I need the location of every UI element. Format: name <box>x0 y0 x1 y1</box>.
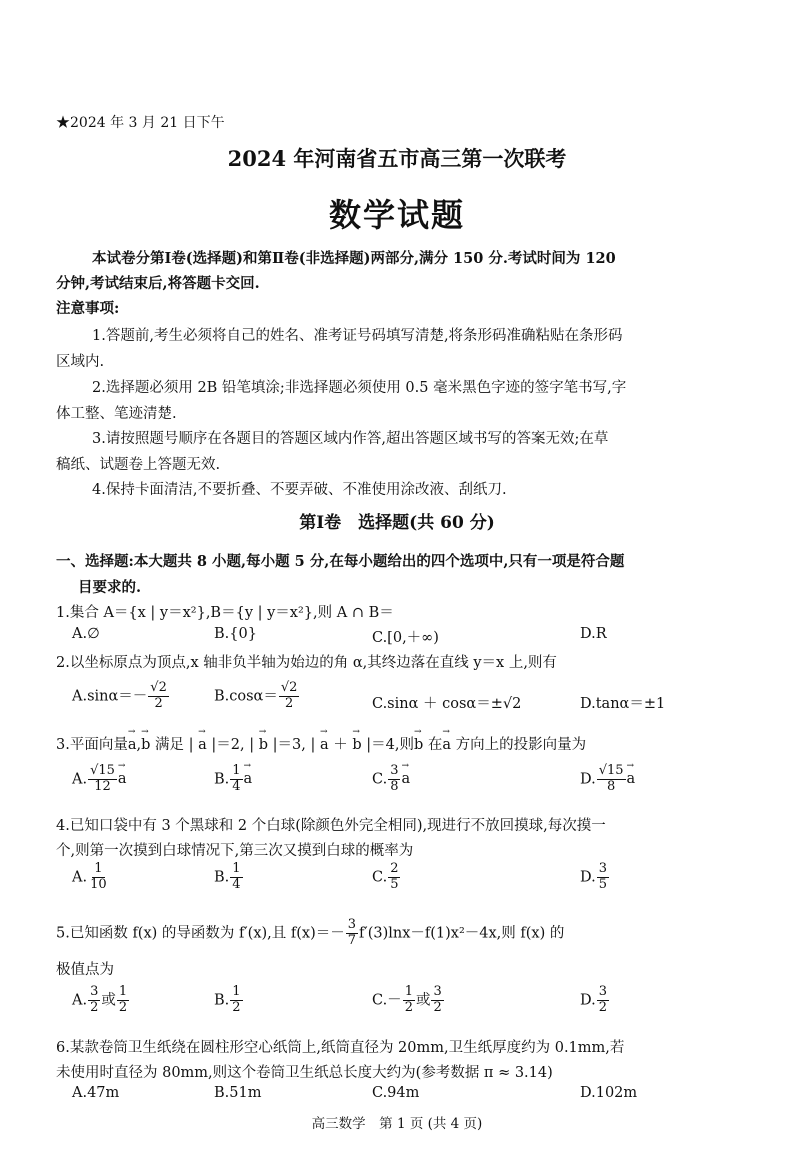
q4-option-c: C. $\frac{2}{5}$ <box>372 861 399 892</box>
q3-option-d: D. $\frac{√15}{8}$ → a <box>580 764 635 795</box>
q2-option-d: D.tanα＝±1 <box>580 696 666 712</box>
q3-option-c: C. $\frac{3}{8}$ → a <box>372 764 410 795</box>
note-3-cont: 稿纸、试题卷上答题无效. <box>56 457 221 473</box>
note-2: 2.选择题必须用 2B 铅笔填涂;非选择题必须使用 0.5 毫米黑色字迹的签字笔书写,字 <box>92 380 627 396</box>
question-6-stem-cont: 未使用时直径为 80mm,则这个卷筒卫生纸总长度大约为(参考数据 π ≈ 3.14) <box>56 1065 553 1081</box>
intro-line-1: 本试卷分第Ⅰ卷(选择题)和第Ⅱ卷(非选择题)两部分,满分 150 分.考试时间为 120 <box>92 250 616 267</box>
intro-line-2: 分钟,考试结束后,将答题卡交回. <box>56 275 260 292</box>
note-3: 3.请按照题号顺序在各题目的答题区域内作答,超出答题区域书写的答案无效;在草 <box>92 431 609 447</box>
exam-title: 2024 年河南省五市高三第一次联考 <box>227 146 567 171</box>
q1-option-b: B.{0} <box>214 626 257 642</box>
question-5-stem: 5.已知函数 f(x) 的导函数为 f′(x),且 f(x)＝－ $\frac{3}{7}$ f′(3)lnx－f(1)x²－4x,则 f(x) 的 <box>56 917 565 948</box>
q6-option-b: B.51m <box>214 1085 262 1101</box>
q1-option-c: C.[0,＋∞) <box>372 630 439 646</box>
question-5-stem-cont: 极值点为 <box>56 962 114 978</box>
section-instruction-cont: 目要求的. <box>78 579 142 596</box>
subject-title: 数学试题 <box>328 196 465 234</box>
q1-option-a: A.∅ <box>72 626 100 642</box>
q5-option-b: B. $\frac{1}{2}$ <box>214 984 241 1015</box>
q2-option-c: C.sinα ＋ cosα＝±√2 <box>372 696 522 712</box>
q2-option-b: B.cosα＝ $\frac{√2}{2}$ <box>214 680 298 711</box>
question-1-stem: 1.集合 A＝{x | y＝x²},B＝{y | y＝x²},则 A ∩ B＝ <box>56 605 394 621</box>
note-2-cont: 体工整、笔迹清楚. <box>56 406 177 422</box>
exam-date: ★2024 年 3 月 21 日下午 <box>56 115 225 131</box>
question-3-stem: 3.平面向量→ a,→ b 满足 | → a |＝2, | → b |＝3, | → a ＋ → b |＝4,则→ b 在→ a 方向上的投影向量为 <box>56 733 586 754</box>
section-instruction: 一、选择题:本大题共 8 小题,每小题 5 分,在每小题给出的四个选项中,只有一项是符合题 <box>56 553 625 570</box>
q2-option-a: A.sinα＝－ $\frac{√2}{2}$ <box>72 680 167 711</box>
q6-option-c: C.94m <box>372 1085 420 1101</box>
q6-option-d: D.102m <box>580 1085 638 1101</box>
question-6-stem: 6.某款卷筒卫生纸绕在圆柱形空心纸筒上,纸筒直径为 20mm,卫生纸厚度约为 0.1mm,若 <box>56 1040 625 1056</box>
q5-option-c: C.－ $\frac{1}{2}$ 或 $\frac{3}{2}$ <box>372 984 442 1015</box>
question-4-stem: 4.已知口袋中有 3 个黑球和 2 个白球(除颜色外完全相同),现进行不放回摸球,每次摸一 <box>56 818 606 834</box>
page-footer: 高三数学 第 1 页 (共 4 页) <box>311 1116 483 1132</box>
section-title: 第Ⅰ卷 选择题(共 60 分) <box>299 513 495 533</box>
note-1: 1.答题前,考生必须将自己的姓名、准考证号码填写清楚,将条形码准确粘贴在条形码 <box>92 328 623 344</box>
q5-option-a: A. $\frac{3}{2}$ 或 $\frac{1}{2}$ <box>72 984 128 1015</box>
q3-option-a: A. $\frac{√15}{12}$ → a <box>72 764 127 795</box>
notes-title: 注意事项: <box>56 300 120 317</box>
q4-option-d: D. $\frac{3}{5}$ <box>580 861 607 892</box>
q5-option-d: D. $\frac{3}{2}$ <box>580 984 607 1015</box>
q4-option-a: A. $\frac{1}{10}$ <box>72 861 107 892</box>
question-2-stem: 2.以坐标原点为顶点,x 轴非负半轴为始边的角 α,其终边落在直线 y＝x 上,则有 <box>56 655 557 671</box>
note-4: 4.保持卡面清洁,不要折叠、不要弄破、不准使用涂改液、刮纸刀. <box>92 482 507 498</box>
q3-option-b: B. $\frac{1}{4}$ → a <box>214 764 252 795</box>
q1-option-d: D.R <box>580 626 607 642</box>
note-1-cont: 区域内. <box>56 354 105 370</box>
q6-option-a: A.47m <box>72 1085 120 1101</box>
q4-option-b: B. $\frac{1}{4}$ <box>214 861 241 892</box>
question-4-stem-cont: 个,则第一次摸到白球情况下,第三次又摸到白球的概率为 <box>56 843 414 859</box>
